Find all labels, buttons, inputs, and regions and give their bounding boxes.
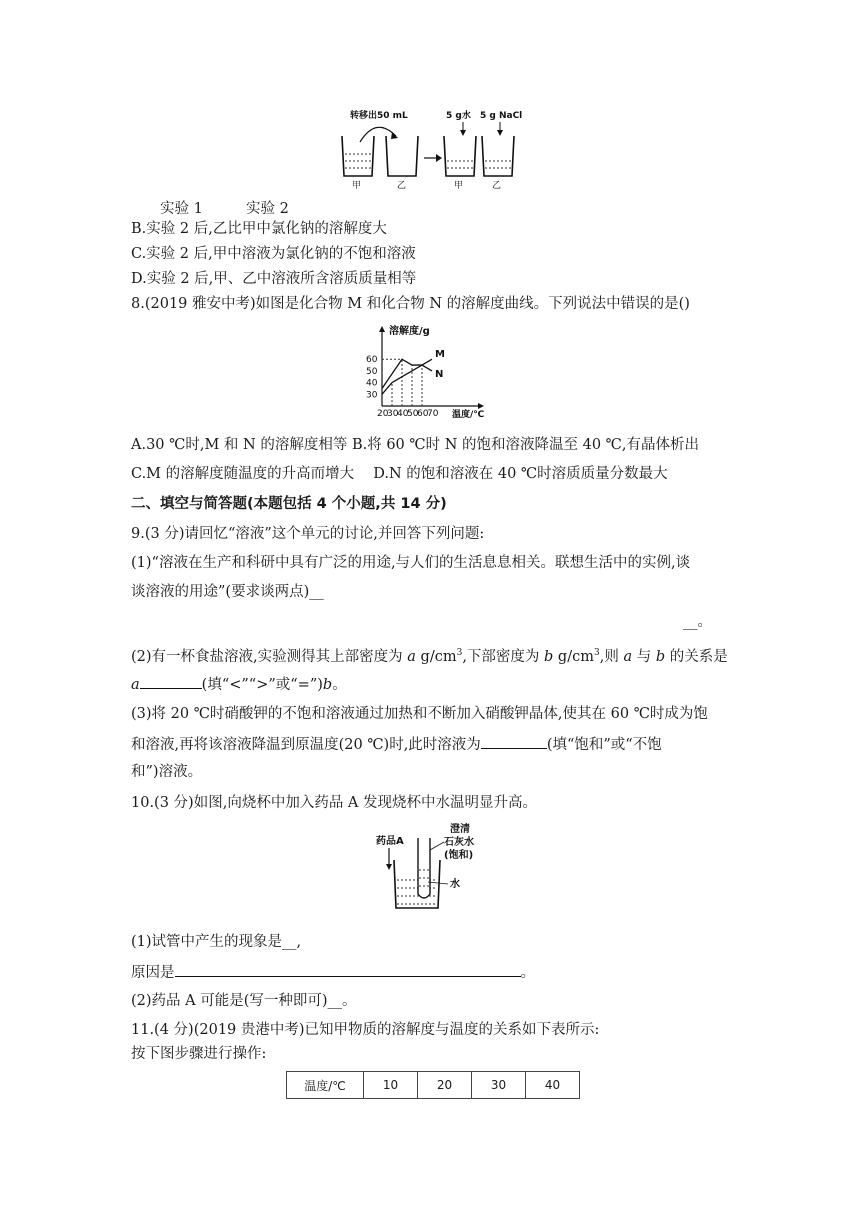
y-tick-label: 40 <box>366 378 378 389</box>
x-tick-label: 20 <box>377 409 389 419</box>
q9-part3-pre: 和溶液,再将该溶液降温到原温度(20 ℃)时,此时溶液为 <box>131 737 481 753</box>
q10-part1-line2 <box>131 961 535 983</box>
q9-part3-line3: 和”)溶液。 <box>131 764 203 780</box>
table-cell: 10 <box>364 1072 418 1099</box>
y-tick-label: 30 <box>366 390 378 401</box>
water-label-fig: 水 <box>450 879 460 890</box>
chart-xlabel: 温度/℃ <box>452 410 485 420</box>
q9-part3-post: (填“饱和”或“不饱 <box>546 737 662 753</box>
beaker-jia-2 <box>444 136 476 176</box>
q9-part3-line2 <box>131 733 662 755</box>
x-axis-arrow <box>478 403 484 409</box>
q9-stem: 9.(3 分)请回忆“溶液”这个单元的讨论,并回答下列问题: <box>131 526 485 542</box>
table-cell: 30 <box>472 1072 526 1099</box>
q9-part2-mid4: ,则 <box>599 648 624 665</box>
table-row <box>287 1072 580 1099</box>
series-label-M: M <box>435 349 445 361</box>
x-tick-label: 70 <box>427 409 439 419</box>
answer-blank-comparison[interactable] <box>140 673 202 689</box>
q10-reason-pre: 原因是 <box>131 965 175 981</box>
experiment-2-label: 实验 2 <box>246 201 289 217</box>
q9-part2 <box>131 643 728 667</box>
drug-a-label: 药品A <box>376 836 404 847</box>
nacl-label: 5 g NaCl <box>480 111 523 121</box>
q9-part2-end: 的关系是 <box>665 648 728 665</box>
var-a: a <box>407 648 416 665</box>
q11-stem: 11.(4 分)(2019 贵港中考)已知甲物质的溶解度与温度的关系如下表所示: <box>131 1022 600 1038</box>
beaker-label-2: 乙 <box>397 181 407 191</box>
transfer-label: 转移出50 mL <box>350 111 408 121</box>
chart-ylabel: 溶解度/g <box>389 326 430 337</box>
test-tube-beaker-figure <box>374 820 494 916</box>
x-tick-label: 60 <box>417 409 429 419</box>
beaker-label-1: 甲 <box>352 181 362 191</box>
q9-part1-line2: 谈溶液的用途”(要求谈两点)__ <box>131 584 324 600</box>
q9-part2-unit1: g/cm <box>415 648 457 665</box>
q9-part3: (3)将 20 ℃时硝酸钾的不饱和溶液通过加热和不断加入硝酸钾晶体,使其在 60 ℃时成为饱 <box>131 706 708 722</box>
q9-part1: (1)“溶液在生产和科研中具有广泛的用途,与人们的生活息息相关。联想生活中的实例,谈 <box>131 555 691 571</box>
table-cell: 40 <box>526 1072 580 1099</box>
table-cell: 20 <box>418 1072 472 1099</box>
q10-part2: (2)药品 A 可能是(写一种即可)__。 <box>131 993 357 1009</box>
var-a-2: a <box>623 648 633 665</box>
var-b-2: b <box>655 648 666 665</box>
q7-option-d: D.实验 2 后,甲、乙中溶液所含溶质质量相等 <box>131 271 417 287</box>
q9-part2-period: 。 <box>332 677 347 693</box>
water-label: 5 g水 <box>446 111 471 121</box>
q10-reason-post: 。 <box>520 965 535 981</box>
q9-part2-pre: (2)有一杯食盐溶液,实验测得其上部密度为 <box>131 648 408 665</box>
q10-part1: (1)试管中产生的现象是__, <box>131 934 302 950</box>
beaker-yi-1 <box>386 136 418 176</box>
table-cell: 温度/℃ <box>287 1072 364 1099</box>
y-axis-arrow <box>379 326 385 332</box>
beaker-label-3: 甲 <box>454 181 464 191</box>
x-tick-label: 30 <box>387 409 399 419</box>
q9-part2-hint: (填“<”“>”或“=”) <box>201 677 323 693</box>
q9-part2-sup1: 3 <box>456 648 463 658</box>
section-2-heading: 二、填空与简答题(本题包括 4 个小题,共 14 分) <box>131 496 447 512</box>
q9-part2-unit2: g/cm <box>553 648 594 665</box>
q8-options-cd: C.M 的溶解度随温度的升高而增大 D.N 的饱和溶液在 40 ℃时溶质质量分数最大 <box>131 466 668 482</box>
test-tube <box>418 838 430 898</box>
q7-option-b: B.实验 2 后,乙比甲中氯化钠的溶解度大 <box>131 221 387 237</box>
q9-part2-mid: ,下部密度为 <box>462 648 545 665</box>
solubility-chart <box>362 322 492 422</box>
series-label-N: N <box>435 368 444 380</box>
beaker-jia-1 <box>342 136 374 176</box>
var-a-3: a <box>131 677 140 693</box>
q9-part1-end: __。 <box>683 614 712 630</box>
q7-option-c: C.实验 2 后,甲中溶液为氯化钠的不饱和溶液 <box>131 246 416 262</box>
q9-part2-line2 <box>131 673 347 695</box>
chart-series <box>382 349 445 394</box>
y-tick-label: 50 <box>366 366 378 377</box>
beaker-experiment-figure <box>336 106 532 192</box>
limewater-label-3: (饱和) <box>444 850 474 861</box>
q10-stem: 10.(3 分)如图,向烧杯中加入药品 A 发现烧杯中水温明显升高。 <box>131 795 538 811</box>
q8-stem: 8.(2019 雅安中考)如图是化合物 M 和化合物 N 的溶解度曲线。下列说法中错误的是() <box>131 296 690 312</box>
chart-axes <box>379 326 484 409</box>
chart-guide-lines <box>382 359 422 406</box>
experiment-1-label: 实验 1 <box>160 201 203 217</box>
q8-options-ab: A.30 ℃时,M 和 N 的溶解度相等 B.将 60 ℃时 N 的饱和溶液降温至 40 ℃,有晶体析出 <box>131 437 699 453</box>
solubility-temperature-table <box>286 1071 580 1099</box>
var-b-3: b <box>322 677 333 693</box>
var-b: b <box>544 648 554 665</box>
limewater-label-2: 石灰水 <box>444 837 474 848</box>
answer-blank-reason[interactable] <box>175 961 521 977</box>
x-tick-label: 40 <box>397 409 409 419</box>
q9-part2-mid5: 与 <box>632 648 656 665</box>
beaker-label-4: 乙 <box>492 181 502 191</box>
x-tick-label: 50 <box>407 409 419 419</box>
outer-beaker <box>394 860 440 908</box>
limewater-label-1: 澄清 <box>450 824 470 835</box>
q9-part2-sup2: 3 <box>593 648 600 658</box>
beaker-yi-2 <box>482 136 514 176</box>
answer-blank-saturation[interactable] <box>481 733 547 749</box>
y-tick-label: 60 <box>366 355 378 366</box>
q11-sub: 按下图步骤进行操作: <box>131 1046 267 1062</box>
